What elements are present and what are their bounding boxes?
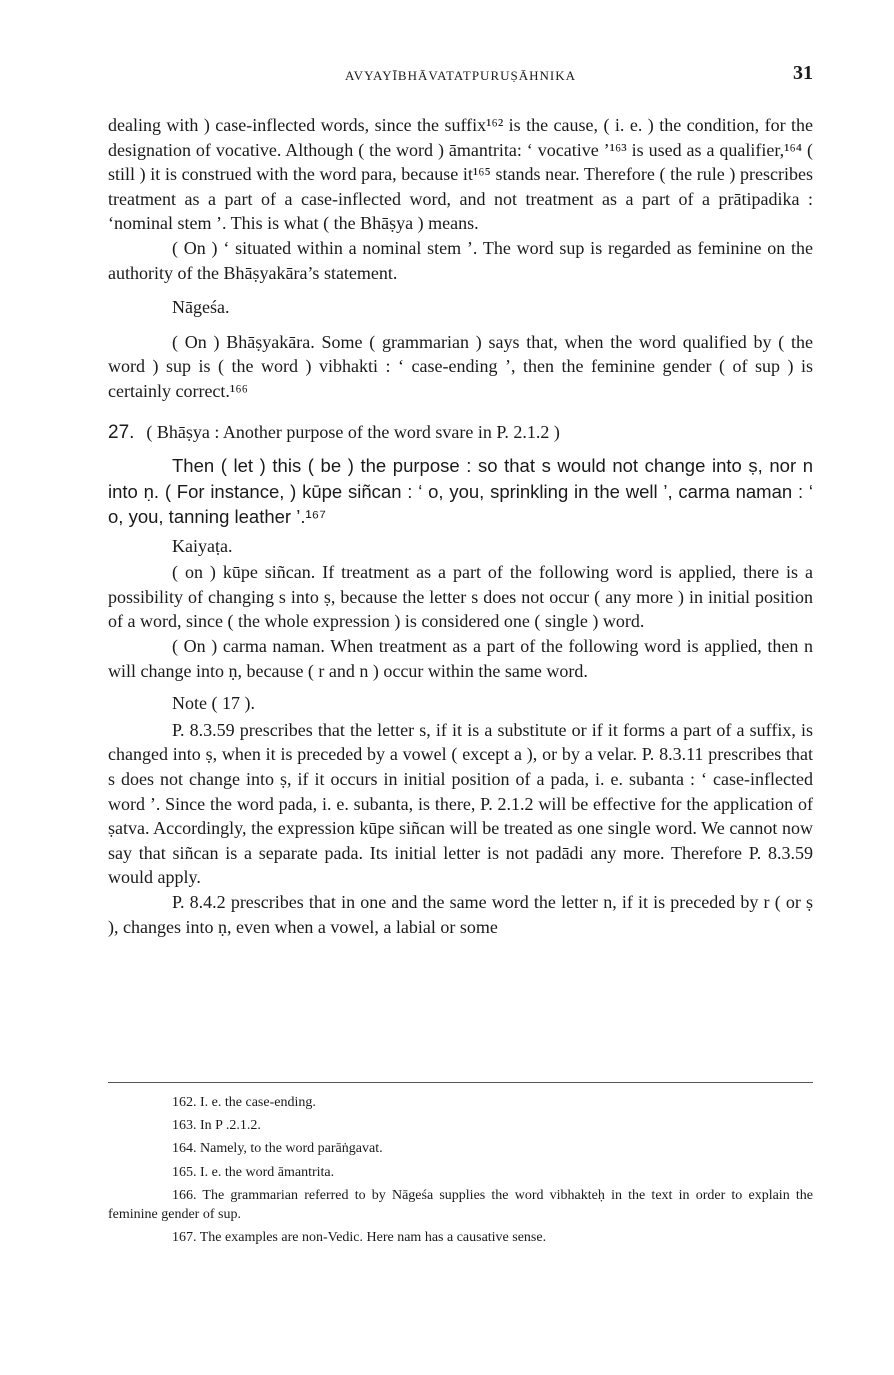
note-paragraph: P. 8.4.2 prescribes that in one and the same word the letter n, if it is preceded by r ( or ṣ ), changes into ṇ, even when a vowel, a labial or some bbox=[108, 891, 813, 937]
commentator-name-nagesa: Nāgeśa. bbox=[172, 297, 230, 318]
page-number: 31 bbox=[793, 62, 813, 84]
paragraph-nominal-stem: ( On ) ‘ situated within a nominal stem ’. The word sup is regarded as feminine on the authority of the Bhāṣyakāra’s statement. bbox=[108, 237, 813, 283]
footnotes bbox=[108, 1093, 813, 1251]
running-head: AVYAYĪBHĀVATATPURUṢĀHNIKA bbox=[344, 68, 577, 83]
section-number: 27. bbox=[108, 421, 135, 443]
note-paragraph: P. 8.3.59 prescribes that the letter s, if it is a substitute or if it forms a part of a suffix, is changed into ṣ, when it is preceded by a vowel ( except a ), or by a velar. P. 8.3.11 prescribes that s does not change into ṣ, if it occurs in initial position of a pada, i. e. subanta : ‘ case-inflected word ’. Since the word pada, i. e. subanta, is there, P. 2.1.2 will be effective for the application of ṣatva. Accordingly, the expression kūpe siñcan will be treated as one single word. We cannot now say that siñcan is a separate pada. Its initial letter is not padādi any more. Therefore P. 8.3.59 would apply. bbox=[108, 719, 813, 888]
paragraph-continuation: dealing with ) case-inflected words, since the suffix¹⁶² is the cause, ( i. e. ) the condition, for the designation of vocative. Although ( the word ) āmantrita: ‘ vocative ’¹⁶³ is used as a qualifier,¹⁶⁴ ( still ) it is construed with the word para, because it¹⁶⁵ stands near. Therefore ( the rule ) prescribes treatment as a part of a case-inflected word, and not treatment as a part of a prātipadika : ‘nominal stem ’. This is what ( the Bhāṣya ) means. bbox=[108, 115, 813, 234]
footnote: 167. The examples are non-Vedic. Here nam has a causative sense. bbox=[172, 1230, 547, 1246]
footnote-divider bbox=[108, 1082, 813, 1083]
footnote: 163. In P .2.1.2. bbox=[172, 1118, 261, 1134]
footnote: 162. I. e. the case-ending. bbox=[172, 1095, 316, 1110]
paragraph-bhasyakara: ( On ) Bhāṣyakāra. Some ( grammarian ) says that, when the word qualified by ( the word ) sup is ( the word ) vibhakti : ‘ case-ending ’, then the feminine gender ( of sup ) is certainly correct.¹⁶⁶ bbox=[108, 331, 813, 401]
footnote: 166. The grammarian referred to by Nāgeśa supplies the word vibhakteḥ in the text in order to explain the feminine gender of sup. bbox=[108, 1187, 813, 1223]
page-header bbox=[108, 62, 813, 90]
body-text bbox=[108, 113, 813, 939]
kaiyata-paragraph: ( on ) kūpe siñcan. If treatment as a part of the following word is applied, there is a possibility of changing s into ṣ, because the letter s does not occur ( any more ) in initial position of a word, since ( the whole expression ) is considered one ( single ) word. bbox=[108, 562, 813, 632]
footnote: 165. I. e. the word āmantrita. bbox=[172, 1164, 335, 1180]
kaiyata-paragraph: ( On ) carma naman. When treatment as a part of the following word is applied, then n will change into ṇ, because ( r and n ) occur within the same word. bbox=[108, 636, 813, 681]
bhasya-text: Then ( let ) this ( be ) the purpose : so that s would not change into ṣ, nor n into ṇ. ( For instance, ) kūpe siñcan : ‘ o, you, sprinkling in the well ’, carma naman : ‘ o, you, tanning leather ’.¹⁶⁷ bbox=[108, 455, 813, 528]
footnote: 164. Namely, to the word parāṅgavat. bbox=[172, 1141, 383, 1157]
section-heading bbox=[108, 420, 813, 446]
commentator-name-kaiyata: Kaiyaṭa. bbox=[172, 535, 233, 556]
section-title: ( Bhāṣya : Another purpose of the word svare in P. 2.1.2 ) bbox=[146, 421, 560, 442]
note-title: Note ( 17 ). bbox=[172, 693, 255, 714]
bhasya-block bbox=[108, 453, 813, 530]
